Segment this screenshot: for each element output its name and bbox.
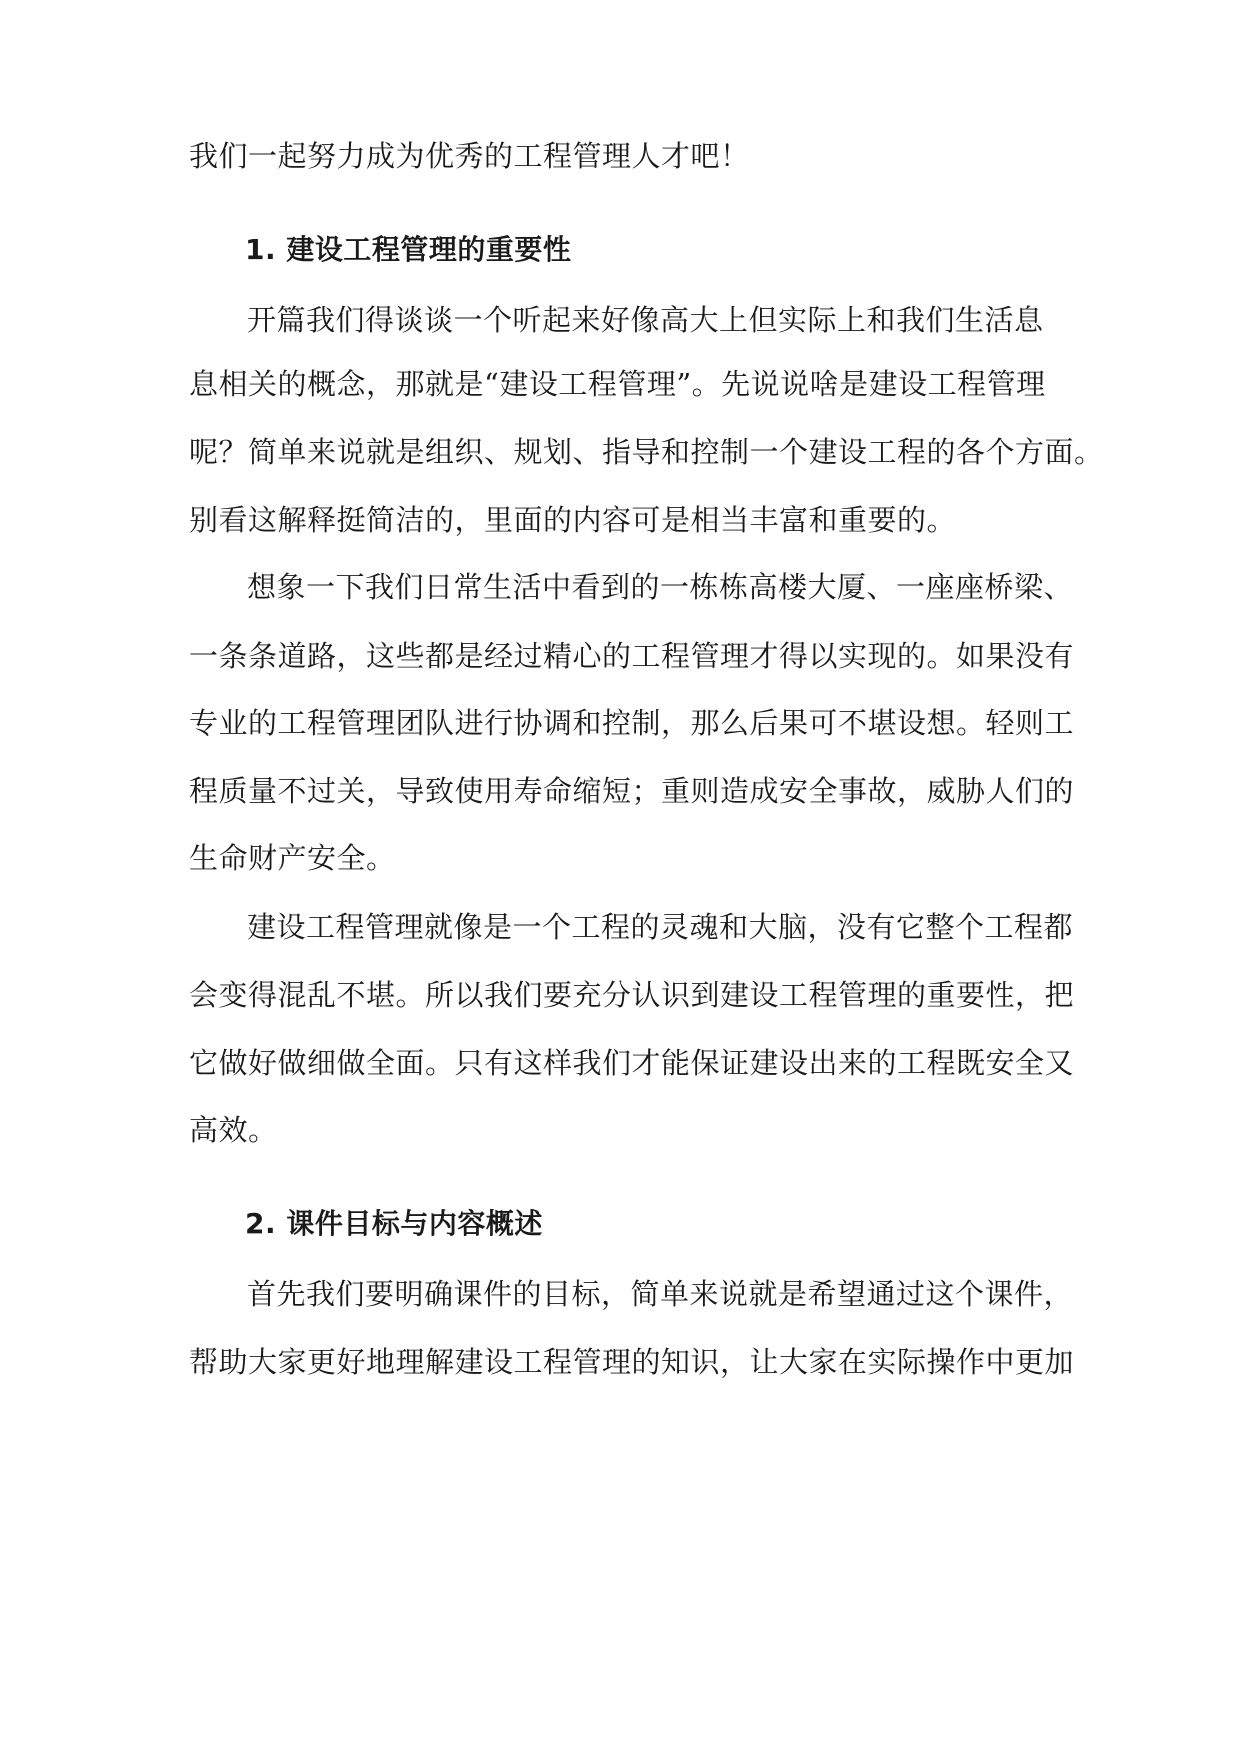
intro-line: 我们一起努力成为优秀的工程管理人才吧！	[189, 139, 750, 173]
section-2-heading: 2. 课件目标与内容概述	[245, 1207, 543, 1240]
text-line: 会变得混乱不堪。所以我们要充分认识到建设工程管理的重要性，把	[189, 978, 1075, 1012]
text-line: 呢？简单来说就是组织、规划、指导和控制一个建设工程的各个方面。	[189, 435, 1104, 469]
text-line: 生命财产安全。	[189, 841, 396, 875]
text-line: 程质量不过关，导致使用寿命缩短；重则造成安全事故，威胁人们的	[189, 774, 1075, 808]
text-line: 开篇我们得谈谈一个听起来好像高大上但实际上和我们生活息	[247, 303, 1044, 337]
text-line: 建设工程管理就像是一个工程的灵魂和大脑，没有它整个工程都	[247, 910, 1074, 944]
text-line: 首先我们要明确课件的目标，简单来说就是希望通过这个课件，	[247, 1277, 1074, 1311]
text-line: 帮助大家更好地理解建设工程管理的知识，让大家在实际操作中更加	[189, 1345, 1075, 1379]
section-1-heading: 1. 建设工程管理的重要性	[245, 233, 572, 266]
text-line: 专业的工程管理团队进行协调和控制，那么后果可不堪设想。轻则工	[189, 706, 1075, 740]
text-line: 息相关的概念，那就是“建设工程管理”。先说说啥是建设工程管理	[189, 367, 1046, 401]
text-line: 一条条道路，这些都是经过精心的工程管理才得以实现的。如果没有	[189, 639, 1075, 673]
text-line: 它做好做细做全面。只有这样我们才能保证建设出来的工程既安全又	[189, 1046, 1075, 1080]
text-line: 高效。	[189, 1113, 278, 1147]
text-line: 想象一下我们日常生活中看到的一栋栋高楼大厦、一座座桥梁、	[247, 570, 1074, 604]
text-line: 别看这解释挺简洁的，里面的内容可是相当丰富和重要的。	[189, 503, 957, 537]
